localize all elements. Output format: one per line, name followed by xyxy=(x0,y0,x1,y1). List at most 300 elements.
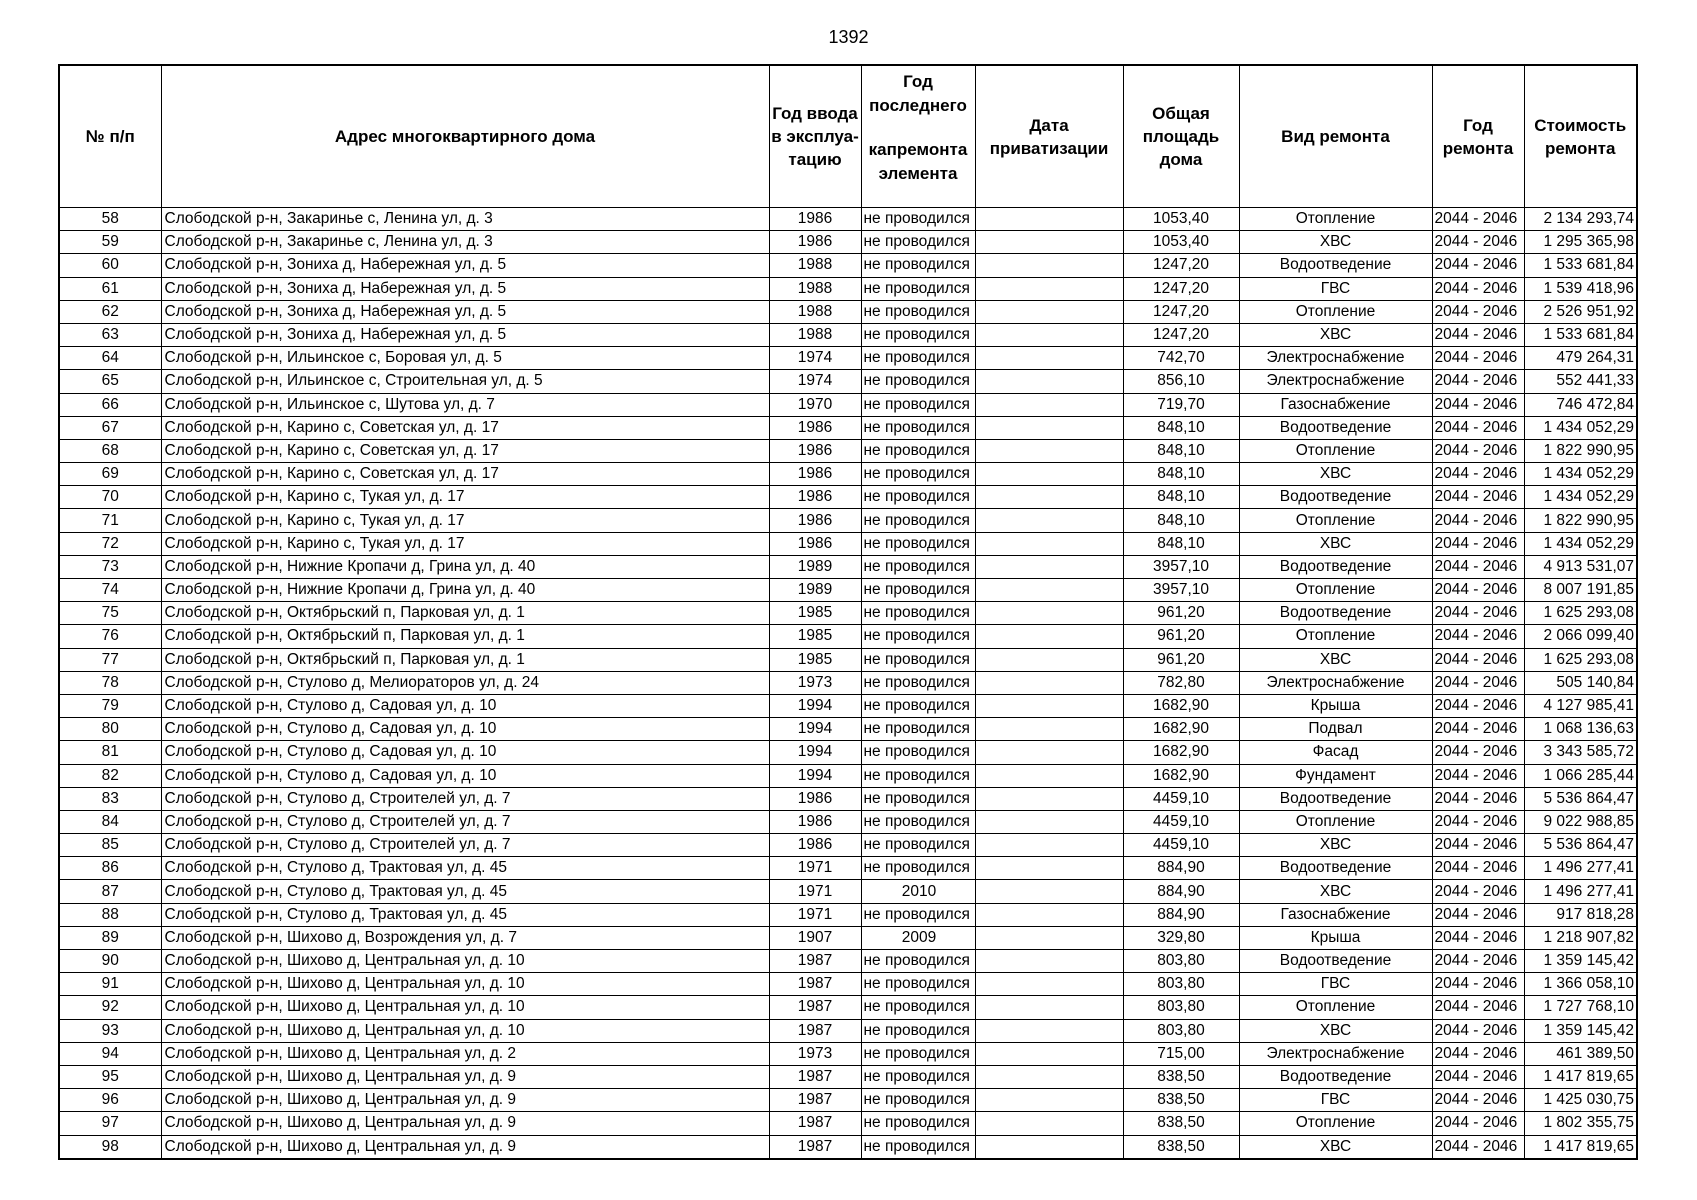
cell-last-repair: не проводился xyxy=(861,996,975,1019)
cell-num: 68 xyxy=(59,439,161,462)
cell-year-built: 1994 xyxy=(769,764,861,787)
cell-repair-type: ХВС xyxy=(1239,1019,1432,1042)
table-row xyxy=(59,1042,1637,1065)
cell-cost: 1 727 768,10 xyxy=(1524,996,1637,1019)
cell-cost: 1 434 052,29 xyxy=(1524,486,1637,509)
cell-area: 4459,10 xyxy=(1123,810,1239,833)
cell-last-repair: не проводился xyxy=(861,741,975,764)
cell-repair-type: ХВС xyxy=(1239,532,1432,555)
cell-num: 58 xyxy=(59,208,161,231)
cell-repair-type: ХВС xyxy=(1239,648,1432,671)
table-row xyxy=(59,347,1637,370)
cell-address: Слободской р-н, Шихово д, Центральная ул, д. 2 xyxy=(161,1042,769,1065)
cell-year-built: 1988 xyxy=(769,323,861,346)
cell-num: 86 xyxy=(59,857,161,880)
cell-cost: 1 295 365,98 xyxy=(1524,231,1637,254)
cell-year-built: 1985 xyxy=(769,625,861,648)
cell-year-built: 1987 xyxy=(769,1065,861,1088)
cell-year-built: 1988 xyxy=(769,277,861,300)
table-row xyxy=(59,741,1637,764)
table-row xyxy=(59,1065,1637,1088)
cell-repair-type: Отопление xyxy=(1239,509,1432,532)
cell-repair-year: 2044 - 2046 xyxy=(1432,254,1524,277)
cell-address: Слободской р-н, Шихово д, Центральная ул, д. 10 xyxy=(161,973,769,996)
cell-repair-year: 2044 - 2046 xyxy=(1432,509,1524,532)
cell-num: 69 xyxy=(59,463,161,486)
cell-address: Слободской р-н, Карино с, Тукая ул, д. 17 xyxy=(161,532,769,555)
cell-last-repair: не проводился xyxy=(861,694,975,717)
cell-repair-type: Электроснабжение xyxy=(1239,370,1432,393)
table-row xyxy=(59,764,1637,787)
cell-privatization xyxy=(975,254,1123,277)
cell-area: 1682,90 xyxy=(1123,764,1239,787)
cell-cost: 1 366 058,10 xyxy=(1524,973,1637,996)
cell-num: 95 xyxy=(59,1065,161,1088)
cell-last-repair: не проводился xyxy=(861,370,975,393)
cell-address: Слободской р-н, Шихово д, Возрождения ул, д. 7 xyxy=(161,926,769,949)
cell-privatization xyxy=(975,347,1123,370)
repair-table xyxy=(58,64,1638,1160)
cell-cost: 1 625 293,08 xyxy=(1524,602,1637,625)
table-row xyxy=(59,903,1637,926)
cell-num: 59 xyxy=(59,231,161,254)
cell-last-repair: не проводился xyxy=(861,1089,975,1112)
cell-cost: 4 127 985,41 xyxy=(1524,694,1637,717)
cell-num: 73 xyxy=(59,555,161,578)
cell-cost: 4 913 531,07 xyxy=(1524,555,1637,578)
cell-repair-year: 2044 - 2046 xyxy=(1432,810,1524,833)
cell-repair-type: Отопление xyxy=(1239,579,1432,602)
cell-repair-year: 2044 - 2046 xyxy=(1432,208,1524,231)
cell-last-repair: не проводился xyxy=(861,300,975,323)
cell-repair-year: 2044 - 2046 xyxy=(1432,277,1524,300)
table-row xyxy=(59,694,1637,717)
cell-area: 884,90 xyxy=(1123,903,1239,926)
cell-num: 79 xyxy=(59,694,161,717)
cell-privatization xyxy=(975,950,1123,973)
cell-privatization xyxy=(975,463,1123,486)
cell-area: 848,10 xyxy=(1123,463,1239,486)
cell-last-repair: не проводился xyxy=(861,973,975,996)
cell-repair-year: 2044 - 2046 xyxy=(1432,486,1524,509)
cell-area: 4459,10 xyxy=(1123,834,1239,857)
cell-num: 89 xyxy=(59,926,161,949)
cell-last-repair: не проводился xyxy=(861,463,975,486)
cell-last-repair: не проводился xyxy=(861,1042,975,1065)
cell-repair-type: ХВС xyxy=(1239,323,1432,346)
cell-last-repair: не проводился xyxy=(861,1019,975,1042)
cell-area: 719,70 xyxy=(1123,393,1239,416)
cell-area: 838,50 xyxy=(1123,1135,1239,1159)
cell-address: Слободской р-н, Октябрьский п, Парковая ул, д. 1 xyxy=(161,648,769,671)
cell-cost: 1 822 990,95 xyxy=(1524,509,1637,532)
cell-last-repair: не проводился xyxy=(861,1135,975,1159)
cell-last-repair: не проводился xyxy=(861,439,975,462)
cell-cost: 5 536 864,47 xyxy=(1524,787,1637,810)
cell-num: 94 xyxy=(59,1042,161,1065)
cell-privatization xyxy=(975,579,1123,602)
cell-privatization xyxy=(975,416,1123,439)
cell-repair-year: 2044 - 2046 xyxy=(1432,718,1524,741)
cell-cost: 1 425 030,75 xyxy=(1524,1089,1637,1112)
cell-privatization xyxy=(975,810,1123,833)
cell-num: 91 xyxy=(59,973,161,996)
cell-repair-year: 2044 - 2046 xyxy=(1432,903,1524,926)
cell-privatization xyxy=(975,926,1123,949)
cell-repair-type: Подвал xyxy=(1239,718,1432,741)
table-body xyxy=(59,208,1637,1159)
cell-cost: 1 359 145,42 xyxy=(1524,1019,1637,1042)
cell-privatization xyxy=(975,625,1123,648)
cell-year-built: 1994 xyxy=(769,741,861,764)
table-row xyxy=(59,463,1637,486)
cell-last-repair: не проводился xyxy=(861,486,975,509)
cell-address: Слободской р-н, Стулово д, Садовая ул, д. 10 xyxy=(161,741,769,764)
cell-area: 884,90 xyxy=(1123,880,1239,903)
cell-repair-year: 2044 - 2046 xyxy=(1432,996,1524,1019)
cell-area: 961,20 xyxy=(1123,625,1239,648)
cell-cost: 9 022 988,85 xyxy=(1524,810,1637,833)
cell-repair-year: 2044 - 2046 xyxy=(1432,1089,1524,1112)
cell-address: Слободской р-н, Зониха д, Набережная ул, д. 5 xyxy=(161,300,769,323)
cell-address: Слободской р-н, Зониха д, Набережная ул, д. 5 xyxy=(161,277,769,300)
cell-address: Слободской р-н, Ильинское с, Шутова ул, д. 7 xyxy=(161,393,769,416)
cell-repair-year: 2044 - 2046 xyxy=(1432,857,1524,880)
cell-area: 856,10 xyxy=(1123,370,1239,393)
cell-area: 848,10 xyxy=(1123,509,1239,532)
cell-year-built: 1988 xyxy=(769,254,861,277)
cell-repair-year: 2044 - 2046 xyxy=(1432,300,1524,323)
cell-last-repair: не проводился xyxy=(861,950,975,973)
cell-cost: 917 818,28 xyxy=(1524,903,1637,926)
cell-repair-type: ХВС xyxy=(1239,231,1432,254)
cell-year-built: 1986 xyxy=(769,509,861,532)
cell-repair-type: Фундамент xyxy=(1239,764,1432,787)
cell-privatization xyxy=(975,439,1123,462)
cell-last-repair: не проводился xyxy=(861,323,975,346)
cell-cost: 1 496 277,41 xyxy=(1524,880,1637,903)
cell-num: 72 xyxy=(59,532,161,555)
cell-repair-year: 2044 - 2046 xyxy=(1432,648,1524,671)
cell-privatization xyxy=(975,694,1123,717)
cell-repair-type: Водоотведение xyxy=(1239,416,1432,439)
header-last-repair-bottom: капремонта элемента xyxy=(868,140,968,183)
table-row xyxy=(59,810,1637,833)
cell-repair-year: 2044 - 2046 xyxy=(1432,370,1524,393)
cell-year-built: 1986 xyxy=(769,532,861,555)
cell-year-built: 1986 xyxy=(769,834,861,857)
cell-num: 63 xyxy=(59,323,161,346)
table-row xyxy=(59,1019,1637,1042)
cell-last-repair: не проводился xyxy=(861,231,975,254)
cell-address: Слободской р-н, Октябрьский п, Парковая ул, д. 1 xyxy=(161,625,769,648)
cell-last-repair: не проводился xyxy=(861,509,975,532)
cell-year-built: 1987 xyxy=(769,1089,861,1112)
cell-year-built: 1987 xyxy=(769,973,861,996)
cell-last-repair: не проводился xyxy=(861,857,975,880)
cell-area: 1682,90 xyxy=(1123,694,1239,717)
cell-last-repair: не проводился xyxy=(861,393,975,416)
cell-last-repair: не проводился xyxy=(861,277,975,300)
cell-area: 1247,20 xyxy=(1123,323,1239,346)
cell-privatization xyxy=(975,231,1123,254)
cell-area: 838,50 xyxy=(1123,1065,1239,1088)
cell-privatization xyxy=(975,602,1123,625)
cell-num: 61 xyxy=(59,277,161,300)
cell-num: 65 xyxy=(59,370,161,393)
cell-last-repair: не проводился xyxy=(861,347,975,370)
cell-year-built: 1987 xyxy=(769,1019,861,1042)
cell-repair-year: 2044 - 2046 xyxy=(1432,880,1524,903)
cell-last-repair: не проводился xyxy=(861,810,975,833)
cell-privatization xyxy=(975,1112,1123,1135)
cell-num: 97 xyxy=(59,1112,161,1135)
cell-address: Слободской р-н, Шихово д, Центральная ул, д. 9 xyxy=(161,1135,769,1159)
cell-repair-year: 2044 - 2046 xyxy=(1432,834,1524,857)
cell-year-built: 1986 xyxy=(769,810,861,833)
cell-area: 782,80 xyxy=(1123,671,1239,694)
cell-cost: 3 343 585,72 xyxy=(1524,741,1637,764)
cell-last-repair: не проводился xyxy=(861,648,975,671)
cell-repair-type: Отопление xyxy=(1239,439,1432,462)
cell-privatization xyxy=(975,393,1123,416)
cell-cost: 552 441,33 xyxy=(1524,370,1637,393)
cell-repair-type: Газоснабжение xyxy=(1239,393,1432,416)
cell-repair-year: 2044 - 2046 xyxy=(1432,973,1524,996)
cell-num: 81 xyxy=(59,741,161,764)
cell-last-repair: не проводился xyxy=(861,208,975,231)
cell-cost: 1 539 418,96 xyxy=(1524,277,1637,300)
cell-repair-type: Фасад xyxy=(1239,741,1432,764)
header-last-repair xyxy=(861,65,975,208)
cell-address: Слободской р-н, Нижние Кропачи д, Грина ул, д. 40 xyxy=(161,579,769,602)
cell-repair-type: Водоотведение xyxy=(1239,486,1432,509)
cell-address: Слободской р-н, Карино с, Тукая ул, д. 17 xyxy=(161,486,769,509)
cell-address: Слободской р-н, Нижние Кропачи д, Грина ул, д. 40 xyxy=(161,555,769,578)
cell-repair-year: 2044 - 2046 xyxy=(1432,1042,1524,1065)
cell-privatization xyxy=(975,486,1123,509)
cell-last-repair: не проводился xyxy=(861,532,975,555)
table-row xyxy=(59,648,1637,671)
header-repair-year: Год ремонта xyxy=(1432,65,1524,208)
cell-address: Слободской р-н, Шихово д, Центральная ул, д. 9 xyxy=(161,1112,769,1135)
cell-area: 715,00 xyxy=(1123,1042,1239,1065)
cell-num: 88 xyxy=(59,903,161,926)
cell-privatization xyxy=(975,1089,1123,1112)
cell-num: 70 xyxy=(59,486,161,509)
table-row xyxy=(59,857,1637,880)
cell-privatization xyxy=(975,764,1123,787)
page-number: 1392 xyxy=(828,27,869,47)
cell-cost: 1 533 681,84 xyxy=(1524,254,1637,277)
cell-last-repair: не проводился xyxy=(861,602,975,625)
cell-last-repair: не проводился xyxy=(861,1112,975,1135)
cell-year-built: 1986 xyxy=(769,439,861,462)
cell-year-built: 1989 xyxy=(769,579,861,602)
cell-address: Слободской р-н, Карино с, Советская ул, д. 17 xyxy=(161,416,769,439)
cell-repair-year: 2044 - 2046 xyxy=(1432,694,1524,717)
cell-address: Слободской р-н, Стулово д, Строителей ул, д. 7 xyxy=(161,810,769,833)
cell-repair-year: 2044 - 2046 xyxy=(1432,1019,1524,1042)
cell-year-built: 1989 xyxy=(769,555,861,578)
cell-num: 93 xyxy=(59,1019,161,1042)
cell-cost: 1 625 293,08 xyxy=(1524,648,1637,671)
cell-year-built: 1985 xyxy=(769,602,861,625)
cell-last-repair: не проводился xyxy=(861,579,975,602)
cell-cost: 1 533 681,84 xyxy=(1524,323,1637,346)
cell-year-built: 1986 xyxy=(769,787,861,810)
table-row xyxy=(59,602,1637,625)
cell-address: Слободской р-н, Шихово д, Центральная ул, д. 10 xyxy=(161,1019,769,1042)
cell-last-repair: 2010 xyxy=(861,880,975,903)
cell-num: 82 xyxy=(59,764,161,787)
cell-repair-year: 2044 - 2046 xyxy=(1432,764,1524,787)
cell-year-built: 1970 xyxy=(769,393,861,416)
cell-cost: 5 536 864,47 xyxy=(1524,834,1637,857)
cell-year-built: 1986 xyxy=(769,486,861,509)
cell-privatization xyxy=(975,834,1123,857)
cell-year-built: 1973 xyxy=(769,1042,861,1065)
cell-cost: 2 526 951,92 xyxy=(1524,300,1637,323)
cell-address: Слободской р-н, Стулово д, Садовая ул, д. 10 xyxy=(161,694,769,717)
cell-privatization xyxy=(975,741,1123,764)
cell-num: 71 xyxy=(59,509,161,532)
cell-address: Слободской р-н, Стулово д, Трактовая ул, д. 45 xyxy=(161,880,769,903)
cell-address: Слободской р-н, Стулово д, Садовая ул, д. 10 xyxy=(161,718,769,741)
cell-repair-year: 2044 - 2046 xyxy=(1432,439,1524,462)
cell-repair-type: Отопление xyxy=(1239,1112,1432,1135)
table-row xyxy=(59,625,1637,648)
table-row xyxy=(59,277,1637,300)
cell-last-repair: не проводился xyxy=(861,671,975,694)
cell-repair-type: Газоснабжение xyxy=(1239,903,1432,926)
cell-year-built: 1987 xyxy=(769,1135,861,1159)
cell-repair-year: 2044 - 2046 xyxy=(1432,231,1524,254)
table-row xyxy=(59,208,1637,231)
table-row xyxy=(59,231,1637,254)
cell-area: 1247,20 xyxy=(1123,277,1239,300)
table-row xyxy=(59,671,1637,694)
cell-repair-type: ГВС xyxy=(1239,277,1432,300)
cell-privatization xyxy=(975,996,1123,1019)
cell-last-repair: не проводился xyxy=(861,625,975,648)
cell-num: 74 xyxy=(59,579,161,602)
cell-area: 1053,40 xyxy=(1123,231,1239,254)
cell-repair-type: Крыша xyxy=(1239,694,1432,717)
cell-year-built: 1971 xyxy=(769,880,861,903)
cell-cost: 1 434 052,29 xyxy=(1524,416,1637,439)
cell-last-repair: 2009 xyxy=(861,926,975,949)
header-year-built: Год ввода в эксплуа-тацию xyxy=(769,65,861,208)
cell-address: Слободской р-н, Шихово д, Центральная ул, д. 10 xyxy=(161,996,769,1019)
cell-privatization xyxy=(975,509,1123,532)
cell-address: Слободской р-н, Закаринье с, Ленина ул, д. 3 xyxy=(161,208,769,231)
cell-num: 78 xyxy=(59,671,161,694)
cell-repair-year: 2044 - 2046 xyxy=(1432,741,1524,764)
cell-repair-type: ХВС xyxy=(1239,880,1432,903)
cell-repair-type: Электроснабжение xyxy=(1239,1042,1432,1065)
cell-cost: 505 140,84 xyxy=(1524,671,1637,694)
cell-cost: 1 434 052,29 xyxy=(1524,463,1637,486)
cell-area: 803,80 xyxy=(1123,973,1239,996)
cell-num: 66 xyxy=(59,393,161,416)
cell-num: 75 xyxy=(59,602,161,625)
cell-repair-type: Водоотведение xyxy=(1239,555,1432,578)
cell-year-built: 1987 xyxy=(769,1112,861,1135)
cell-repair-type: ХВС xyxy=(1239,463,1432,486)
cell-repair-year: 2044 - 2046 xyxy=(1432,416,1524,439)
cell-repair-year: 2044 - 2046 xyxy=(1432,602,1524,625)
table-row xyxy=(59,926,1637,949)
cell-area: 1247,20 xyxy=(1123,254,1239,277)
cell-repair-type: Отопление xyxy=(1239,208,1432,231)
cell-privatization xyxy=(975,1019,1123,1042)
cell-cost: 479 264,31 xyxy=(1524,347,1637,370)
cell-year-built: 1986 xyxy=(769,231,861,254)
cell-privatization xyxy=(975,648,1123,671)
cell-year-built: 1973 xyxy=(769,671,861,694)
cell-area: 329,80 xyxy=(1123,926,1239,949)
cell-repair-type: Водоотведение xyxy=(1239,950,1432,973)
cell-repair-year: 2044 - 2046 xyxy=(1432,463,1524,486)
table-row xyxy=(59,439,1637,462)
cell-privatization xyxy=(975,555,1123,578)
cell-area: 1053,40 xyxy=(1123,208,1239,231)
cell-repair-year: 2044 - 2046 xyxy=(1432,555,1524,578)
cell-repair-type: Водоотведение xyxy=(1239,787,1432,810)
cell-address: Слободской р-н, Стулово д, Трактовая ул, д. 45 xyxy=(161,903,769,926)
cell-cost: 1 822 990,95 xyxy=(1524,439,1637,462)
table-row xyxy=(59,787,1637,810)
cell-year-built: 1987 xyxy=(769,996,861,1019)
cell-cost: 1 496 277,41 xyxy=(1524,857,1637,880)
table-row xyxy=(59,973,1637,996)
cell-year-built: 1994 xyxy=(769,718,861,741)
table-row xyxy=(59,486,1637,509)
cell-privatization xyxy=(975,1042,1123,1065)
table-header xyxy=(59,65,1637,208)
cell-num: 92 xyxy=(59,996,161,1019)
cell-privatization xyxy=(975,903,1123,926)
cell-privatization xyxy=(975,718,1123,741)
cell-privatization xyxy=(975,370,1123,393)
cell-year-built: 1974 xyxy=(769,347,861,370)
cell-repair-type: ХВС xyxy=(1239,1135,1432,1159)
cell-repair-type: Отопление xyxy=(1239,300,1432,323)
cell-cost: 8 007 191,85 xyxy=(1524,579,1637,602)
cell-area: 3957,10 xyxy=(1123,555,1239,578)
cell-address: Слободской р-н, Ильинское с, Строительная ул, д. 5 xyxy=(161,370,769,393)
table-row xyxy=(59,1089,1637,1112)
cell-area: 961,20 xyxy=(1123,602,1239,625)
cell-repair-type: Водоотведение xyxy=(1239,857,1432,880)
cell-year-built: 1986 xyxy=(769,208,861,231)
cell-cost: 746 472,84 xyxy=(1524,393,1637,416)
cell-cost: 1 434 052,29 xyxy=(1524,532,1637,555)
cell-repair-type: Водоотведение xyxy=(1239,602,1432,625)
cell-last-repair: не проводился xyxy=(861,764,975,787)
cell-year-built: 1985 xyxy=(769,648,861,671)
cell-area: 1682,90 xyxy=(1123,741,1239,764)
header-privatization: Дата приватизации xyxy=(975,65,1123,208)
cell-repair-year: 2044 - 2046 xyxy=(1432,532,1524,555)
cell-area: 848,10 xyxy=(1123,532,1239,555)
cell-repair-type: Крыша xyxy=(1239,926,1432,949)
cell-privatization xyxy=(975,277,1123,300)
cell-address: Слободской р-н, Стулово д, Строителей ул, д. 7 xyxy=(161,834,769,857)
cell-last-repair: не проводился xyxy=(861,834,975,857)
cell-privatization xyxy=(975,532,1123,555)
